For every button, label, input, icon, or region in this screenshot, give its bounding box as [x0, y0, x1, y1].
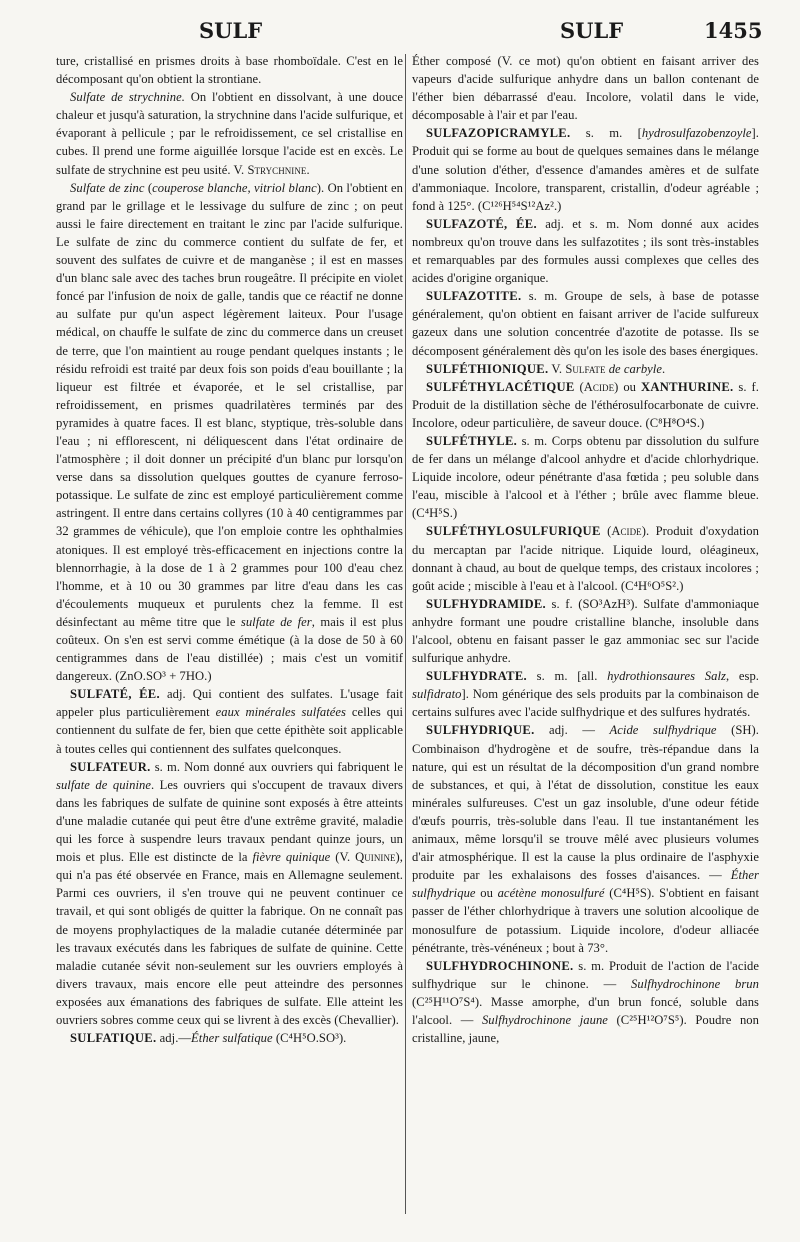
dictionary-entry	[56, 758, 403, 1029]
column-divider	[405, 54, 406, 1214]
italic-text: Acide sulfhydrique	[609, 723, 717, 738]
italic-text: Sulfate de zinc	[70, 180, 145, 195]
entry-text: adj. Qui contient des sulfates. L'usage fait appeler plus particulièrement	[56, 687, 403, 720]
right-column	[412, 52, 759, 1047]
italic-text: Sulfhydrochinone jaune	[481, 1012, 608, 1027]
entry-text: (C²⁵H¹²O⁷S⁵). Poudre non cristalline, jaune,	[412, 1012, 759, 1046]
entry-text: (C²⁵H¹¹O⁷S⁴). Masse amorphe, d'un brun foncé, soluble dans l'alcool. —	[412, 994, 759, 1027]
entry-headword: SULFATÉ, ÉE.	[70, 687, 160, 702]
entry-headword: SULFHYDRATE.	[426, 669, 527, 684]
entry-headword: XANTHURINE.	[640, 379, 734, 394]
italic-text: hydrothionsaures Salz	[607, 669, 726, 684]
entry-text: (C⁴H⁵S). S'obtient en faisant passer de l'éther chlorhydrique à travers une solution alcoolique de monosulfure de potassium. Liquide incolore, d'odeur alliacée pénétrante, très-vénéneux ; bout à 73°.	[412, 886, 759, 955]
dictionary-entry	[412, 957, 759, 1047]
entry-text: adj. et s. m. Nom donné aux acides nombreux qu'on trouve dans les sulfazotites ; ils sont très-instables et remarquables par des formules aussi complexes que celles des acides d'origine organique.	[412, 216, 760, 286]
entry-text: s. f. (SO³AzH³). Sulfate d'ammoniaque anhydre formant une poudre cristalline blanche, insoluble dans l'alcool, obtenu en faisant passer le gaz ammoniac sec sur l'acide sulfurique anhydre.	[412, 596, 759, 666]
cross-reference: Strychnine	[247, 162, 307, 177]
dictionary-entry	[412, 432, 759, 522]
entry-headword: SULFÉTHYLACÉTIQUE	[426, 379, 575, 394]
cross-reference: Sulfate	[565, 361, 606, 376]
entry-text: (	[574, 379, 584, 394]
entry-text: adj. —	[534, 723, 610, 738]
dictionary-entry	[412, 667, 759, 721]
entry-text: .	[306, 162, 310, 177]
dictionary-entry	[56, 1029, 403, 1047]
dictionary-entry	[56, 685, 403, 757]
entry-text: ). Produit d'oxydation du mercaptan par l'acide nitrique. Liquide lourd, oléagineux, donnant à chaud, au bout de quelque temps, des cristaux incolores ; goût acide ; miscible à l'eau et à l'alcool. (C⁴H⁶O⁵S².)	[412, 524, 759, 593]
header-left-word: SULF	[199, 18, 263, 43]
dictionary-entry	[412, 215, 759, 287]
entry-headword: SULFÉTHIONIQUE.	[426, 361, 549, 376]
entry-text: s. m. Groupe de sels, à base de potasse généralement, qu'on obtient en faisant arriver de l'acide sulfureux gazeux dans une solution concentrée d'azotite de potasse. Ils se décomposent généralement dès qu'on les isole des bases énergiques.	[412, 289, 759, 358]
entry-text: (C⁴H⁵O.SO³).	[272, 1031, 347, 1046]
entry-text: ture, cristallisé en prismes droits à base rhomboïdale. C'est en le décomposant qu'on obtient la strontiane.	[56, 54, 403, 87]
dictionary-entry	[412, 360, 759, 378]
dictionary-entry	[412, 52, 759, 124]
entry-text: s. m. [all.	[526, 669, 608, 684]
entry-text: Éther composé (V. ce mot) qu'on obtient en faisant arriver des vapeurs d'acide sulfurique anhydre dans un ballon contenant de l'éther bien débarrassé d'eau. Incolore, volatil dans le vide, décomposable à l'air et par l'eau.	[412, 54, 759, 123]
entry-headword: SULFAZOTÉ, ÉE.	[426, 216, 537, 231]
entry-text: celles qui contiennent du sulfate de fer, bien que cette épithète soit applicable à toutes celles qui contiennent des sulfates quelconques.	[56, 705, 404, 756]
entry-headword: SULFHYDRAMIDE.	[426, 596, 546, 611]
entry-headword: SULFATIQUE.	[70, 1031, 157, 1046]
entry-headword: SULFÉTHYLOSULFURIQUE	[426, 524, 601, 539]
entry-text: ) ou	[614, 379, 641, 394]
italic-text: Sulfate de strychnine.	[70, 90, 185, 105]
dictionary-entry	[412, 378, 759, 432]
cross-reference: Quinine	[355, 850, 396, 865]
italic-text: sulfidrato	[412, 687, 462, 702]
entry-text: s. m. Nom donné aux ouvriers qui fabriquent le	[150, 759, 403, 774]
entry-text: ]. Produit qui se forme au bout de quelques semaines dans le mélange d'une solution d'éther, d'essence d'amandes amères et de sulfate d'ammoniaque. Incolore, transparent, cristallin, d'odeur agréable ; fond à 125°. (C¹²⁶H⁵⁴S¹²Az².)	[412, 126, 759, 213]
italic-text: couperose blanche, vitriol blanc	[152, 180, 317, 195]
entry-text: ). On l'obtient en grand par le grillage et le lessivage du sulfure de zinc ; on peut aussi le faire directement en traitant le zinc par l'acide sulfurique. Le sulfate de zinc du commerce contient du sulfate de fer, et souvent des sulfates de cuivre et de manganèse ; il est en masses d'un blanc sale avec des taches brun rougeâtre. Il précipite en violet foncé par l'infusion de noix de galle, tandis que ce réactif ne donne au sulfate pur qu'un aspect légèrement laiteux. Pour l'usage médical, on chauffe le sulfate de zinc du commerce dans un creuset de terre, que l'on maintient au rouge pendant quelques instants ; le résidu refroidi est traité par deux fois son poids d'eau bouillante ; la liqueur est filtrée et évaporée, et le sel cristallise, par refroidissement, en prismes quadrilatères terminés par des pyramides à quatre faces. Il est blanc, styptique, très-soluble dans l'eau ; ni efflorescent, ni déliquescent dans l'état ordinaire de l'atmosphère ; il doit donner un précipité d'un blanc pur lorsqu'on verse dans sa dissolution quelques gouttes de cyanure ferroso-potassique. Le sulfate de zinc est employé particulièrement comme astringent. Il entre dans certains collyres (10 à 40 centigrammes par 32 grammes de véhicule), que l'on emploie contre les ophthalmies atoniques. Il est employé très-efficacement en injections contre la blennorrhagie, à la dose de 1 à 2 grammes pour 100 d'eau chez l'homme, et à 10 ou 30 grammes par litre d'eau dans les cas d'écoulements muqueux et purulents chez la femme. Il est désinfectant au même titre que le	[56, 180, 403, 629]
italic-text: Éther sulfatique	[191, 1031, 273, 1046]
dictionary-entry	[412, 124, 759, 214]
entry-text: , esp.	[725, 669, 759, 684]
entry-text: , mais il est plus coûteux. On s'en est servi comme émétique (à la dose de 50 à 60 centigrammes dans de l'eau distillée) ; mais c'est un vomitif dangereux. (ZnO.SO³ + 7HO.)	[56, 614, 403, 684]
italic-text: hydrosulfazobenzoyle	[641, 126, 752, 141]
entry-text: s. m. Corps obtenu par dissolution du sulfure de fer dans un mélange d'alcool anhydre et d'acide chlorhydrique. Liquide incolore, odeur pénétrante d'asa fœtida ; peu soluble dans l'eau, miscible à l'alcool et à l'éther ; brûle avec flamme bleue. (C⁴H⁵S.)	[412, 433, 759, 521]
entry-text: .	[662, 361, 666, 376]
entry-headword: SULFHYDRIQUE.	[426, 723, 535, 738]
dictionary-entry	[56, 88, 403, 178]
dictionary-entry	[56, 52, 403, 88]
entry-headword: SULFAZOTITE.	[426, 289, 522, 304]
italic-text: Sulfhydrochinone brun	[631, 976, 759, 991]
header-right-word: SULF	[560, 18, 624, 43]
italic-text: acétène monosulfuré	[497, 886, 605, 901]
dictionary-entry	[412, 522, 759, 594]
italic-text: eaux minérales sulfatées	[215, 705, 347, 720]
dictionary-entry	[56, 179, 403, 686]
left-column	[56, 52, 403, 1047]
entry-headword: SULFAZOPICRAMYLE.	[426, 126, 571, 141]
entry-text: s. m. Produit de l'action de l'acide sulfhydrique sur le chinone. —	[412, 958, 759, 991]
entry-text: ), qui n'a pas été observée en France, mais en Allemagne seulement. Parmi ces ouvriers, il s'en trouve qui ne peuvent continuer ce travail, et qui sont obligés de quitter la fabrique. On ne connaît pas de moyens prophylactiques de la maladie cutanée déterminée par les travaux exécutés dans les fabriques de sulfate de quinine. Cette maladie cutanée sévit non-seulement sur les ouvriers employés à divers travaux, mais encore elle peut atteindre des personnes exposées aux émanations des fabriques de sulfate. Elle atteint les ouvriers sobres comme ceux qui se livrent à des excès (Chevallier).	[56, 850, 403, 1027]
entry-text: (V.	[330, 850, 356, 865]
entry-headword: SULFÉTHYLE.	[426, 433, 518, 448]
entry-text: . Les ouvriers qui s'occupent de travaux divers dans les fabriques de sulfate de quinine sont exposés à être atteints d'une maladie cutanée qui peut être d'une extrême gravité, maladie qui les force à suspendre leurs travaux pendant quinze jours, un mois et plus. Elle est distincte de la	[56, 777, 403, 865]
entry-text: On l'obtient en dissolvant, à une douce chaleur et jusqu'à saturation, la strychnine dans l'acide sulfurique, et évaporant à pellicule ; par le refroidissement, ce sel cristallise en cubes. Il prend une forme aiguillée lorsque l'acide est en excès. Le sulfate de strychnine est peu usité. V.	[56, 90, 403, 177]
page-number: 1455	[704, 18, 763, 43]
running-header	[0, 18, 800, 52]
entry-text: V.	[548, 361, 566, 376]
italic-text: sulfate de quinine	[56, 777, 151, 792]
dictionary-entry	[412, 721, 759, 956]
entry-headword: SULFHYDROCHINONE.	[426, 958, 574, 973]
entry-text: (	[144, 180, 153, 195]
italic-text: de carbyle	[608, 361, 663, 376]
entry-text: s. m. [	[570, 126, 642, 141]
entry-text: ]. Nom générique des sels produits par la combinaison de certains sulfures avec l'acide sulfhydrique et des sulfures hydratés.	[412, 687, 759, 720]
entry-text: s. f. Produit de la distillation sèche de l'éthérosulfocarbonate de cuivre. Incolore, odeur particulière, de saveur douce. (C⁸H⁸O⁴S.)	[412, 379, 759, 430]
entry-text: ou	[475, 886, 498, 901]
entry-text: adj.—	[156, 1031, 192, 1046]
italic-text: sulfate de fer	[240, 614, 312, 629]
dictionary-entry	[412, 595, 759, 667]
entry-text: (	[600, 524, 612, 539]
entry-headword: SULFATEUR.	[70, 759, 151, 774]
cross-reference: Acide	[611, 524, 642, 539]
italic-text: Éther sulfhydrique	[412, 868, 759, 901]
italic-text: fièvre quinique	[252, 850, 331, 865]
dictionary-entry	[412, 287, 759, 359]
entry-text: (SH). Combinaison d'hydrogène et de soufre, très-répandue dans la nature, qui est un résultat de la décomposition d'un grand nombre de substances, et qui, à l'état de dissolution, constitue les eaux minérales sulfureuses. C'est un gaz insoluble, d'une odeur fétide d'œufs pourris, très-soluble dans l'eau. Il tue instantanément les animaux, même lorsqu'il se trouve mêlé avec plusieurs volumes d'air atmosphérique. Il est la cause la plus ordinaire de l'asphyxie produite par les exhalaisons des fosses d'aisances. —	[412, 723, 759, 883]
cross-reference: Acide	[583, 379, 615, 394]
